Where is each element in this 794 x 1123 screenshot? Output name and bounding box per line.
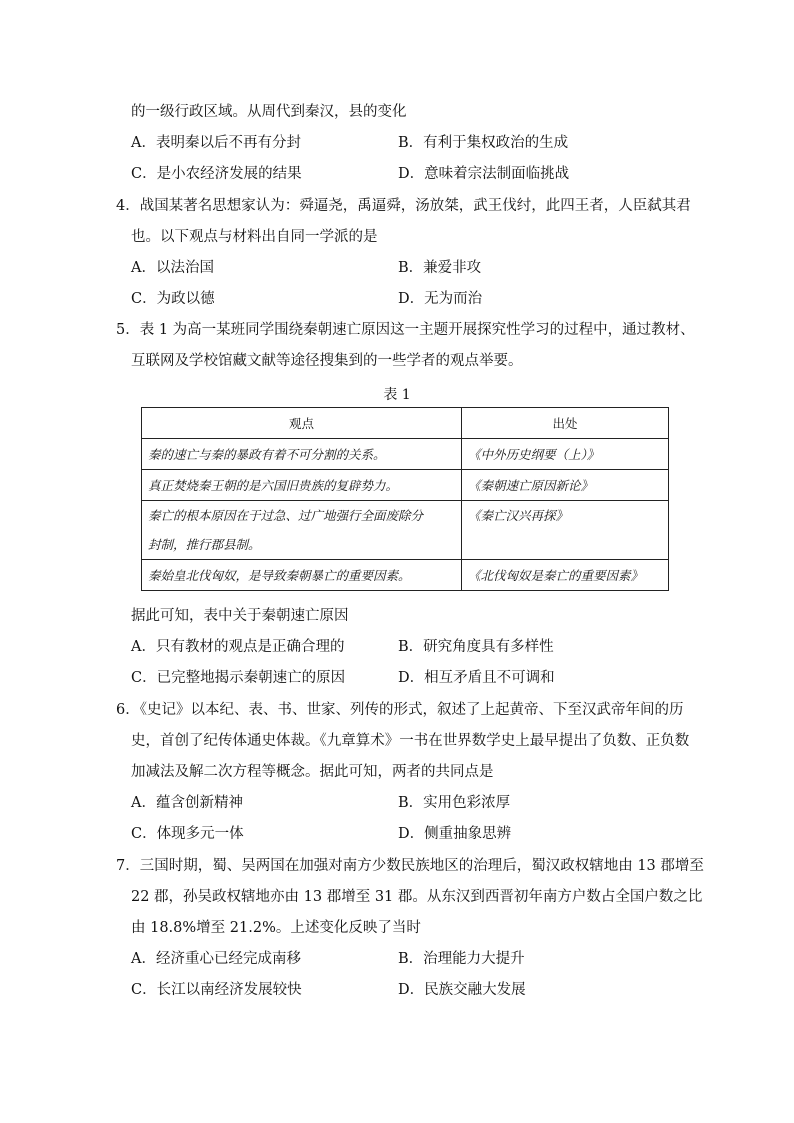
table-cell-view: 秦始皇北伐匈奴，是导致秦朝暴亡的重要因素。 (142, 560, 462, 591)
q3-option-d: D．意味着宗法制面临挑战 (398, 166, 570, 182)
table-cell-source: 《秦亡汉兴再探》 (462, 501, 669, 560)
q6-option-a: A．蕴含创新精神 (131, 795, 243, 811)
table-cell-view: 真正焚烧秦王朝的是六国旧贵族的复辟势力。 (142, 470, 462, 501)
q4-option-a: A．以法治国 (131, 260, 214, 276)
q7-option-d: D．民族交融大发展 (398, 982, 526, 998)
q7-option-b: B．治理能力大提升 (398, 951, 525, 967)
q6-option-b: B．实用色彩浓厚 (398, 795, 511, 811)
q4-option-b: B．兼爱非攻 (398, 260, 482, 276)
q7-option-a: A．经济重心已经完成南移 (131, 951, 301, 967)
q5-stem-line-2: 互联网及学校馆藏文献等途径搜集到的一些学者的观点举要。 (131, 353, 523, 369)
q4-stem-line-1: 4．战国某著名思想家认为：舜逼尧，禹逼舜，汤放桀，武王伐纣，此四王者，人臣弑其君 (116, 198, 691, 214)
q7-stem-line-3: 由 18.8%增至 21.2%。上述变化反映了当时 (131, 920, 421, 936)
table-cell-view-line-1: 秦亡的根本原因在于过急、过广地强行全面废除分 (148, 508, 424, 523)
table-cell-source: 《北伐匈奴是秦亡的重要因素》 (462, 560, 669, 591)
q6-option-d: D．侧重抽象思辨 (398, 826, 512, 842)
viewpoints-table (141, 407, 669, 591)
table-header-view: 观点 (142, 408, 462, 439)
table-cell-view: 秦的速亡与秦的暴政有着不可分割的关系。 (142, 439, 462, 470)
q5-option-a: A．只有教材的观点是正确合理的 (131, 639, 345, 655)
q7-option-c: C．长江以南经济发展较快 (131, 982, 302, 998)
table-cell-view-line-2: 封制，推行郡县制。 (148, 537, 261, 552)
table-header-source: 出处 (462, 408, 669, 439)
table-cell-source: 《中外历史纲要（上）》 (462, 439, 669, 470)
table-row (142, 560, 669, 591)
q6-option-c: C．体现多元一体 (131, 826, 244, 842)
table-cell-view (142, 501, 462, 560)
q5-option-c: C．已完整地揭示秦朝速亡的原因 (131, 670, 346, 686)
q7-stem-line-2: 22 郡，孙吴政权辖地亦由 13 郡增至 31 郡。从东汉到西晋初年南方户数占全国户数之比 (131, 889, 703, 905)
q5-stem-after-table: 据此可知，表中关于秦朝速亡原因 (131, 608, 349, 624)
q7-stem-line-1: 7．三国时期，蜀、吴两国在加强对南方少数民族地区的治理后，蜀汉政权辖地由 13 郡增至 (116, 858, 704, 874)
q3-option-a: A．表明秦以后不再有分封 (131, 135, 301, 151)
q4-option-c: C．为政以德 (131, 291, 215, 307)
q4-option-d: D．无为而治 (398, 291, 483, 307)
table-row (142, 501, 669, 560)
q6-stem-line-3: 加减法及解二次方程等概念。据此可知，两者的共同点是 (131, 764, 494, 780)
q5-stem-line-1: 5．表 1 为高一某班同学围绕秦朝速亡原因这一主题开展探究性学习的过程中，通过教材、 (116, 322, 695, 338)
table-row (142, 470, 669, 501)
q3-stem-line: 的一级行政区域。从周代到秦汉，县的变化 (131, 104, 407, 120)
table-row (142, 439, 669, 470)
q5-option-d: D．相互矛盾且不可调和 (398, 670, 555, 686)
table-cell-source: 《秦朝速亡原因新论》 (462, 470, 669, 501)
q4-stem-line-2: 也。以下观点与材料出自同一学派的是 (131, 229, 378, 245)
q5-option-b: B．研究角度具有多样性 (398, 639, 554, 655)
q6-stem-line-1: 6．《史记》以本纪、表、书、世家、列传的形式，叙述了上起黄帝、下至汉武帝年间的历 (116, 702, 684, 718)
table-header-row (142, 408, 669, 439)
q6-stem-line-2: 史，首创了纪传体通史体裁。《九章算术》一书在世界数学史上最早提出了负数、正负数 (131, 733, 690, 749)
table-caption: 表 1 (383, 387, 411, 403)
q3-option-c: C．是小农经济发展的结果 (131, 166, 302, 182)
q3-option-b: B．有利于集权政治的生成 (398, 135, 569, 151)
